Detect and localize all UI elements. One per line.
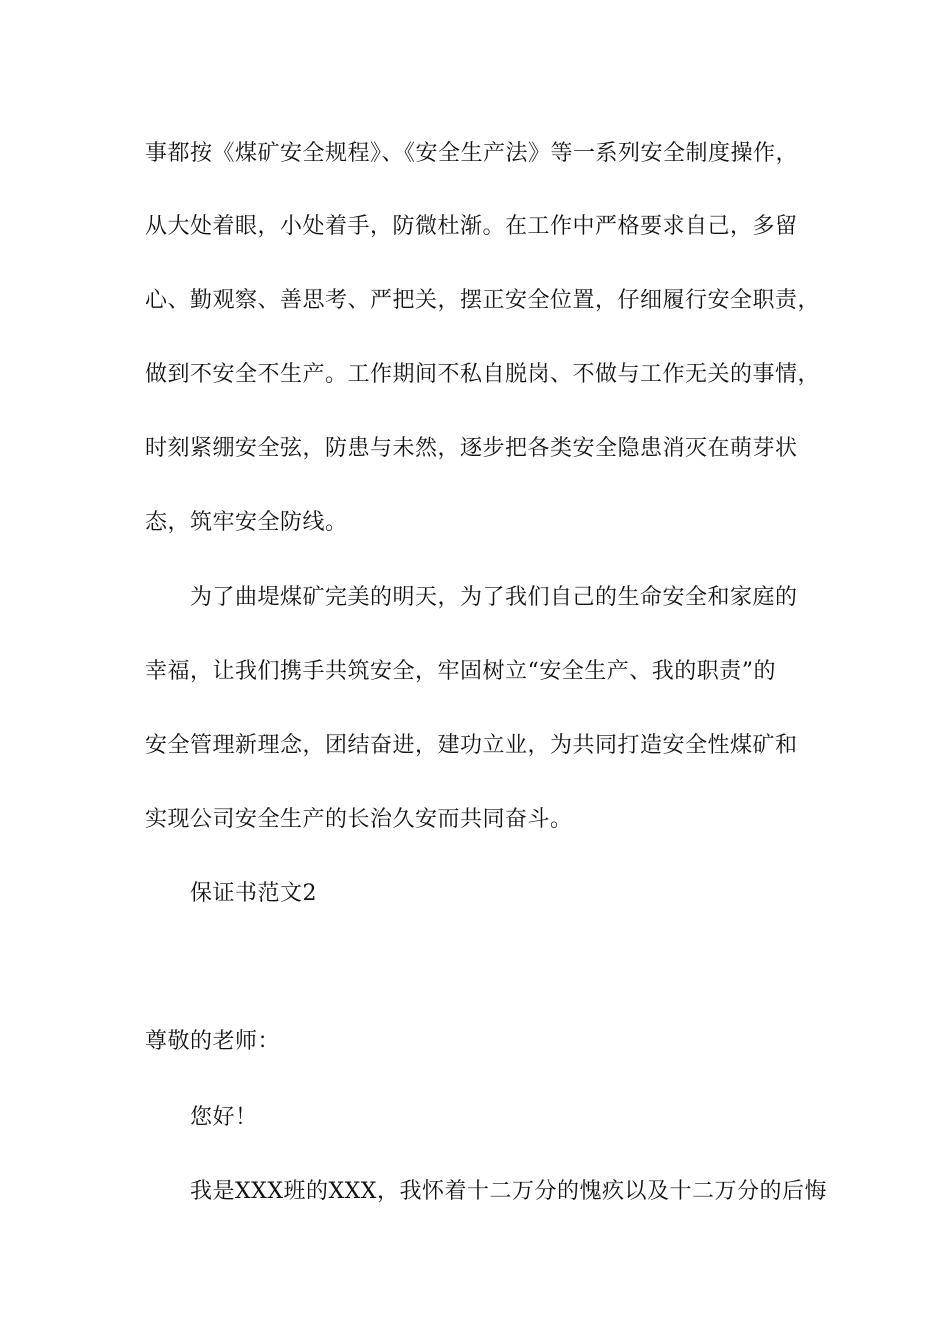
paragraph-line: 从大处着眼，小处着手，防微杜渐。在工作中严格要求自己，多留 [145, 214, 798, 239]
greeting: 您好！ [190, 1105, 258, 1130]
paragraph-line: 我是XXX班的XXX，我怀着十二万分的愧疚以及十二万分的后悔 [190, 1179, 827, 1204]
paragraph-line: 心、勤观察、善思考、严把关，摆正安全位置，仔细履行安全职责， [145, 288, 821, 313]
paragraph-line: 时刻紧绷安全弦，防患与未然，逐步把各类安全隐患消灭在萌芽状 [145, 436, 798, 461]
paragraph-line: 安全管理新理念，团结奋进，建功立业，为共同打造安全性煤矿和 [145, 733, 798, 758]
paragraph-line: 事都按《煤矿安全规程》、《安全生产法》等一系列安全制度操作， [145, 141, 799, 166]
paragraph-line: 态，筑牢安全防线。 [145, 510, 348, 535]
paragraph-line: 实现公司安全生产的长治久安而共同奋斗。 [145, 807, 573, 832]
section-heading: 保证书范文2 [190, 881, 317, 906]
paragraph-line: 做到不安全不生产。工作期间不私自脱岗、不做与工作无关的事情， [145, 362, 821, 387]
paragraph-line: 为了曲堤煤矿完美的明天，为了我们自己的生命安全和家庭的 [190, 585, 798, 610]
paragraph-line: 幸福，让我们携手共筑安全，牢固树立“安全生产、我的职责”的 [145, 659, 776, 684]
salutation: 尊敬的老师： [145, 1029, 281, 1054]
